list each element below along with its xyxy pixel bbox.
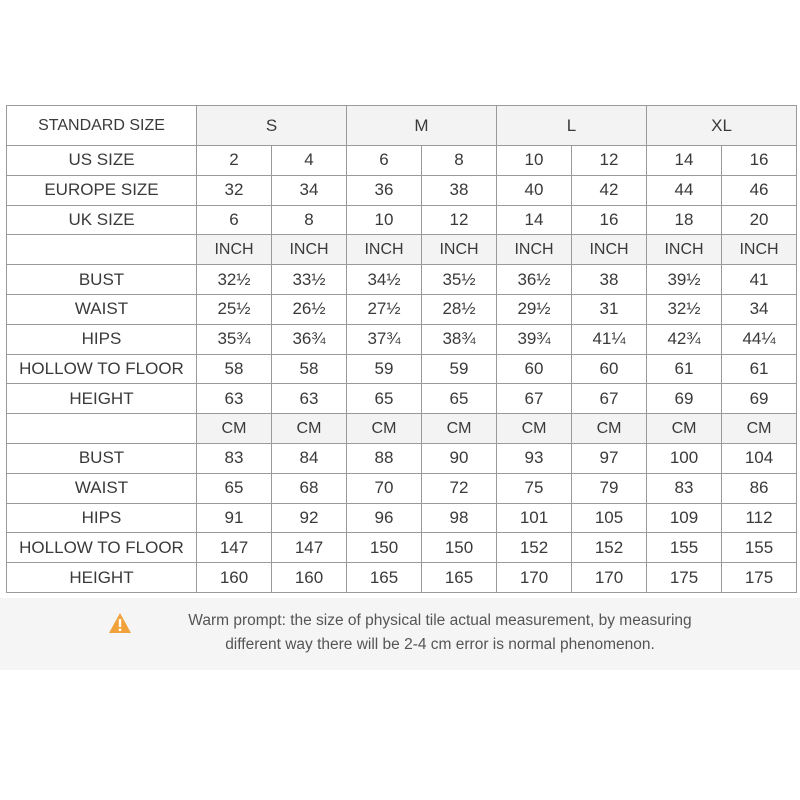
table-cell: 29½: [497, 294, 572, 324]
unit-cell: INCH: [722, 235, 797, 265]
row-label: UK SIZE: [7, 205, 197, 235]
table-cell: 83: [197, 443, 272, 473]
table-cell: 34: [722, 294, 797, 324]
table-cell: 101: [497, 503, 572, 533]
unit-cell: INCH: [347, 235, 422, 265]
table-cell: 40: [497, 175, 572, 205]
table-cell: 175: [722, 563, 797, 593]
table-cell: 67: [497, 384, 572, 414]
unit-cell: CM: [422, 414, 497, 444]
table-cell: 65: [197, 473, 272, 503]
row-label: BUST: [7, 265, 197, 295]
table-cell: 38: [572, 265, 647, 295]
row-label: US SIZE: [7, 146, 197, 176]
table-cell: 36¾: [272, 324, 347, 354]
cm-measure-row: [7, 563, 797, 593]
size-row: [7, 205, 797, 235]
row-label: HOLLOW TO FLOOR: [7, 354, 197, 384]
table-cell: 41: [722, 265, 797, 295]
table-cell: 59: [422, 354, 497, 384]
table-cell: 32: [197, 175, 272, 205]
unit-cell: CM: [647, 414, 722, 444]
table-cell: 35½: [422, 265, 497, 295]
inch-measure-row: [7, 384, 797, 414]
blank-cell: [7, 414, 197, 444]
table-cell: 69: [647, 384, 722, 414]
table-cell: 16: [572, 205, 647, 235]
table-cell: 92: [272, 503, 347, 533]
size-group-s: S: [197, 106, 347, 146]
table-cell: 18: [647, 205, 722, 235]
cm-measure-row: [7, 533, 797, 563]
table-cell: 32½: [197, 265, 272, 295]
inch-measure-row: [7, 265, 797, 295]
size-group-m: M: [347, 106, 497, 146]
table-cell: 39¾: [497, 324, 572, 354]
table-cell: 160: [272, 563, 347, 593]
cm-measure-row: [7, 443, 797, 473]
standard-size-label: STANDARD SIZE: [7, 106, 197, 146]
unit-cell: INCH: [422, 235, 497, 265]
table-cell: 96: [347, 503, 422, 533]
table-cell: 147: [197, 533, 272, 563]
inch-measure-row: [7, 324, 797, 354]
table-cell: 38: [422, 175, 497, 205]
table-cell: 58: [272, 354, 347, 384]
table-cell: 35¾: [197, 324, 272, 354]
table-cell: 175: [647, 563, 722, 593]
table-cell: 91: [197, 503, 272, 533]
size-row: [7, 175, 797, 205]
table-cell: 6: [347, 146, 422, 176]
table-cell: 88: [347, 443, 422, 473]
table-cell: 152: [572, 533, 647, 563]
unit-cell: CM: [722, 414, 797, 444]
table-cell: 20: [722, 205, 797, 235]
table-cell: 10: [497, 146, 572, 176]
unit-cell: INCH: [197, 235, 272, 265]
table-cell: 60: [572, 354, 647, 384]
table-cell: 44: [647, 175, 722, 205]
table-cell: 147: [272, 533, 347, 563]
unit-cell: INCH: [572, 235, 647, 265]
table-cell: 14: [647, 146, 722, 176]
table-cell: 59: [347, 354, 422, 384]
size-group-l: L: [497, 106, 647, 146]
table-cell: 150: [422, 533, 497, 563]
table-cell: 152: [497, 533, 572, 563]
table-cell: 16: [722, 146, 797, 176]
table-cell: 104: [722, 443, 797, 473]
table-cell: 155: [722, 533, 797, 563]
table-cell: 100: [647, 443, 722, 473]
row-label: WAIST: [7, 294, 197, 324]
table-cell: 160: [197, 563, 272, 593]
size-row: [7, 146, 797, 176]
table-cell: 150: [347, 533, 422, 563]
blank-cell: [7, 235, 197, 265]
table-cell: 165: [422, 563, 497, 593]
table-cell: 34: [272, 175, 347, 205]
table-cell: 44¼: [722, 324, 797, 354]
table-cell: 38¾: [422, 324, 497, 354]
warning-icon: [108, 612, 132, 634]
cm-measure-row: [7, 473, 797, 503]
inch-measure-row: [7, 354, 797, 384]
table-cell: 14: [497, 205, 572, 235]
size-chart-table: [6, 105, 797, 593]
cm-unit-row: [7, 414, 797, 444]
table-cell: 86: [722, 473, 797, 503]
row-label: HOLLOW TO FLOOR: [7, 533, 197, 563]
inch-unit-row: [7, 235, 797, 265]
table-cell: 170: [497, 563, 572, 593]
table-cell: 170: [572, 563, 647, 593]
table-cell: 63: [197, 384, 272, 414]
table-cell: 165: [347, 563, 422, 593]
table-cell: 36: [347, 175, 422, 205]
row-label: HEIGHT: [7, 563, 197, 593]
warning-line-1: Warm prompt: the size of physical tile actual measurement, by measuring: [188, 612, 692, 629]
table-cell: 67: [572, 384, 647, 414]
table-cell: 27½: [347, 294, 422, 324]
table-cell: 109: [647, 503, 722, 533]
table-cell: 68: [272, 473, 347, 503]
row-label: WAIST: [7, 473, 197, 503]
table-cell: 32½: [647, 294, 722, 324]
table-cell: 97: [572, 443, 647, 473]
inch-measure-row: [7, 294, 797, 324]
table-cell: 90: [422, 443, 497, 473]
warning-line-2: different way there will be 2-4 cm error is normal phenomenon.: [225, 636, 655, 653]
table-cell: 25½: [197, 294, 272, 324]
table-cell: 12: [422, 205, 497, 235]
table-cell: 2: [197, 146, 272, 176]
table-cell: 37¾: [347, 324, 422, 354]
table-cell: 75: [497, 473, 572, 503]
table-cell: 63: [272, 384, 347, 414]
table-cell: 84: [272, 443, 347, 473]
table-cell: 8: [272, 205, 347, 235]
row-label: HIPS: [7, 324, 197, 354]
row-label: EUROPE SIZE: [7, 175, 197, 205]
table-cell: 105: [572, 503, 647, 533]
unit-cell: INCH: [647, 235, 722, 265]
table-cell: 61: [722, 354, 797, 384]
table-cell: 83: [647, 473, 722, 503]
table-cell: 42: [572, 175, 647, 205]
header-row: [7, 106, 797, 146]
table-cell: 61: [647, 354, 722, 384]
table-cell: 10: [347, 205, 422, 235]
table-cell: 41¼: [572, 324, 647, 354]
table-cell: 6: [197, 205, 272, 235]
table-cell: 39½: [647, 265, 722, 295]
table-cell: 98: [422, 503, 497, 533]
table-cell: 46: [722, 175, 797, 205]
table-cell: 33½: [272, 265, 347, 295]
table-cell: 36½: [497, 265, 572, 295]
warning-text: [140, 609, 740, 657]
table-cell: 69: [722, 384, 797, 414]
size-group-xl: XL: [647, 106, 797, 146]
table-cell: 93: [497, 443, 572, 473]
row-label: HEIGHT: [7, 384, 197, 414]
table-cell: 155: [647, 533, 722, 563]
table-cell: 12: [572, 146, 647, 176]
cm-measure-row: [7, 503, 797, 533]
table-cell: 26½: [272, 294, 347, 324]
unit-cell: INCH: [272, 235, 347, 265]
table-cell: 4: [272, 146, 347, 176]
table-cell: 72: [422, 473, 497, 503]
table-cell: 65: [422, 384, 497, 414]
unit-cell: CM: [347, 414, 422, 444]
unit-cell: CM: [272, 414, 347, 444]
table-cell: 112: [722, 503, 797, 533]
unit-cell: CM: [497, 414, 572, 444]
table-cell: 58: [197, 354, 272, 384]
table-cell: 70: [347, 473, 422, 503]
table-cell: 34½: [347, 265, 422, 295]
table-cell: 8: [422, 146, 497, 176]
table-cell: 42¾: [647, 324, 722, 354]
unit-cell: INCH: [497, 235, 572, 265]
table-cell: 28½: [422, 294, 497, 324]
row-label: HIPS: [7, 503, 197, 533]
table-cell: 60: [497, 354, 572, 384]
unit-cell: CM: [572, 414, 647, 444]
row-label: BUST: [7, 443, 197, 473]
table-cell: 79: [572, 473, 647, 503]
table-cell: 65: [347, 384, 422, 414]
unit-cell: CM: [197, 414, 272, 444]
table-cell: 31: [572, 294, 647, 324]
